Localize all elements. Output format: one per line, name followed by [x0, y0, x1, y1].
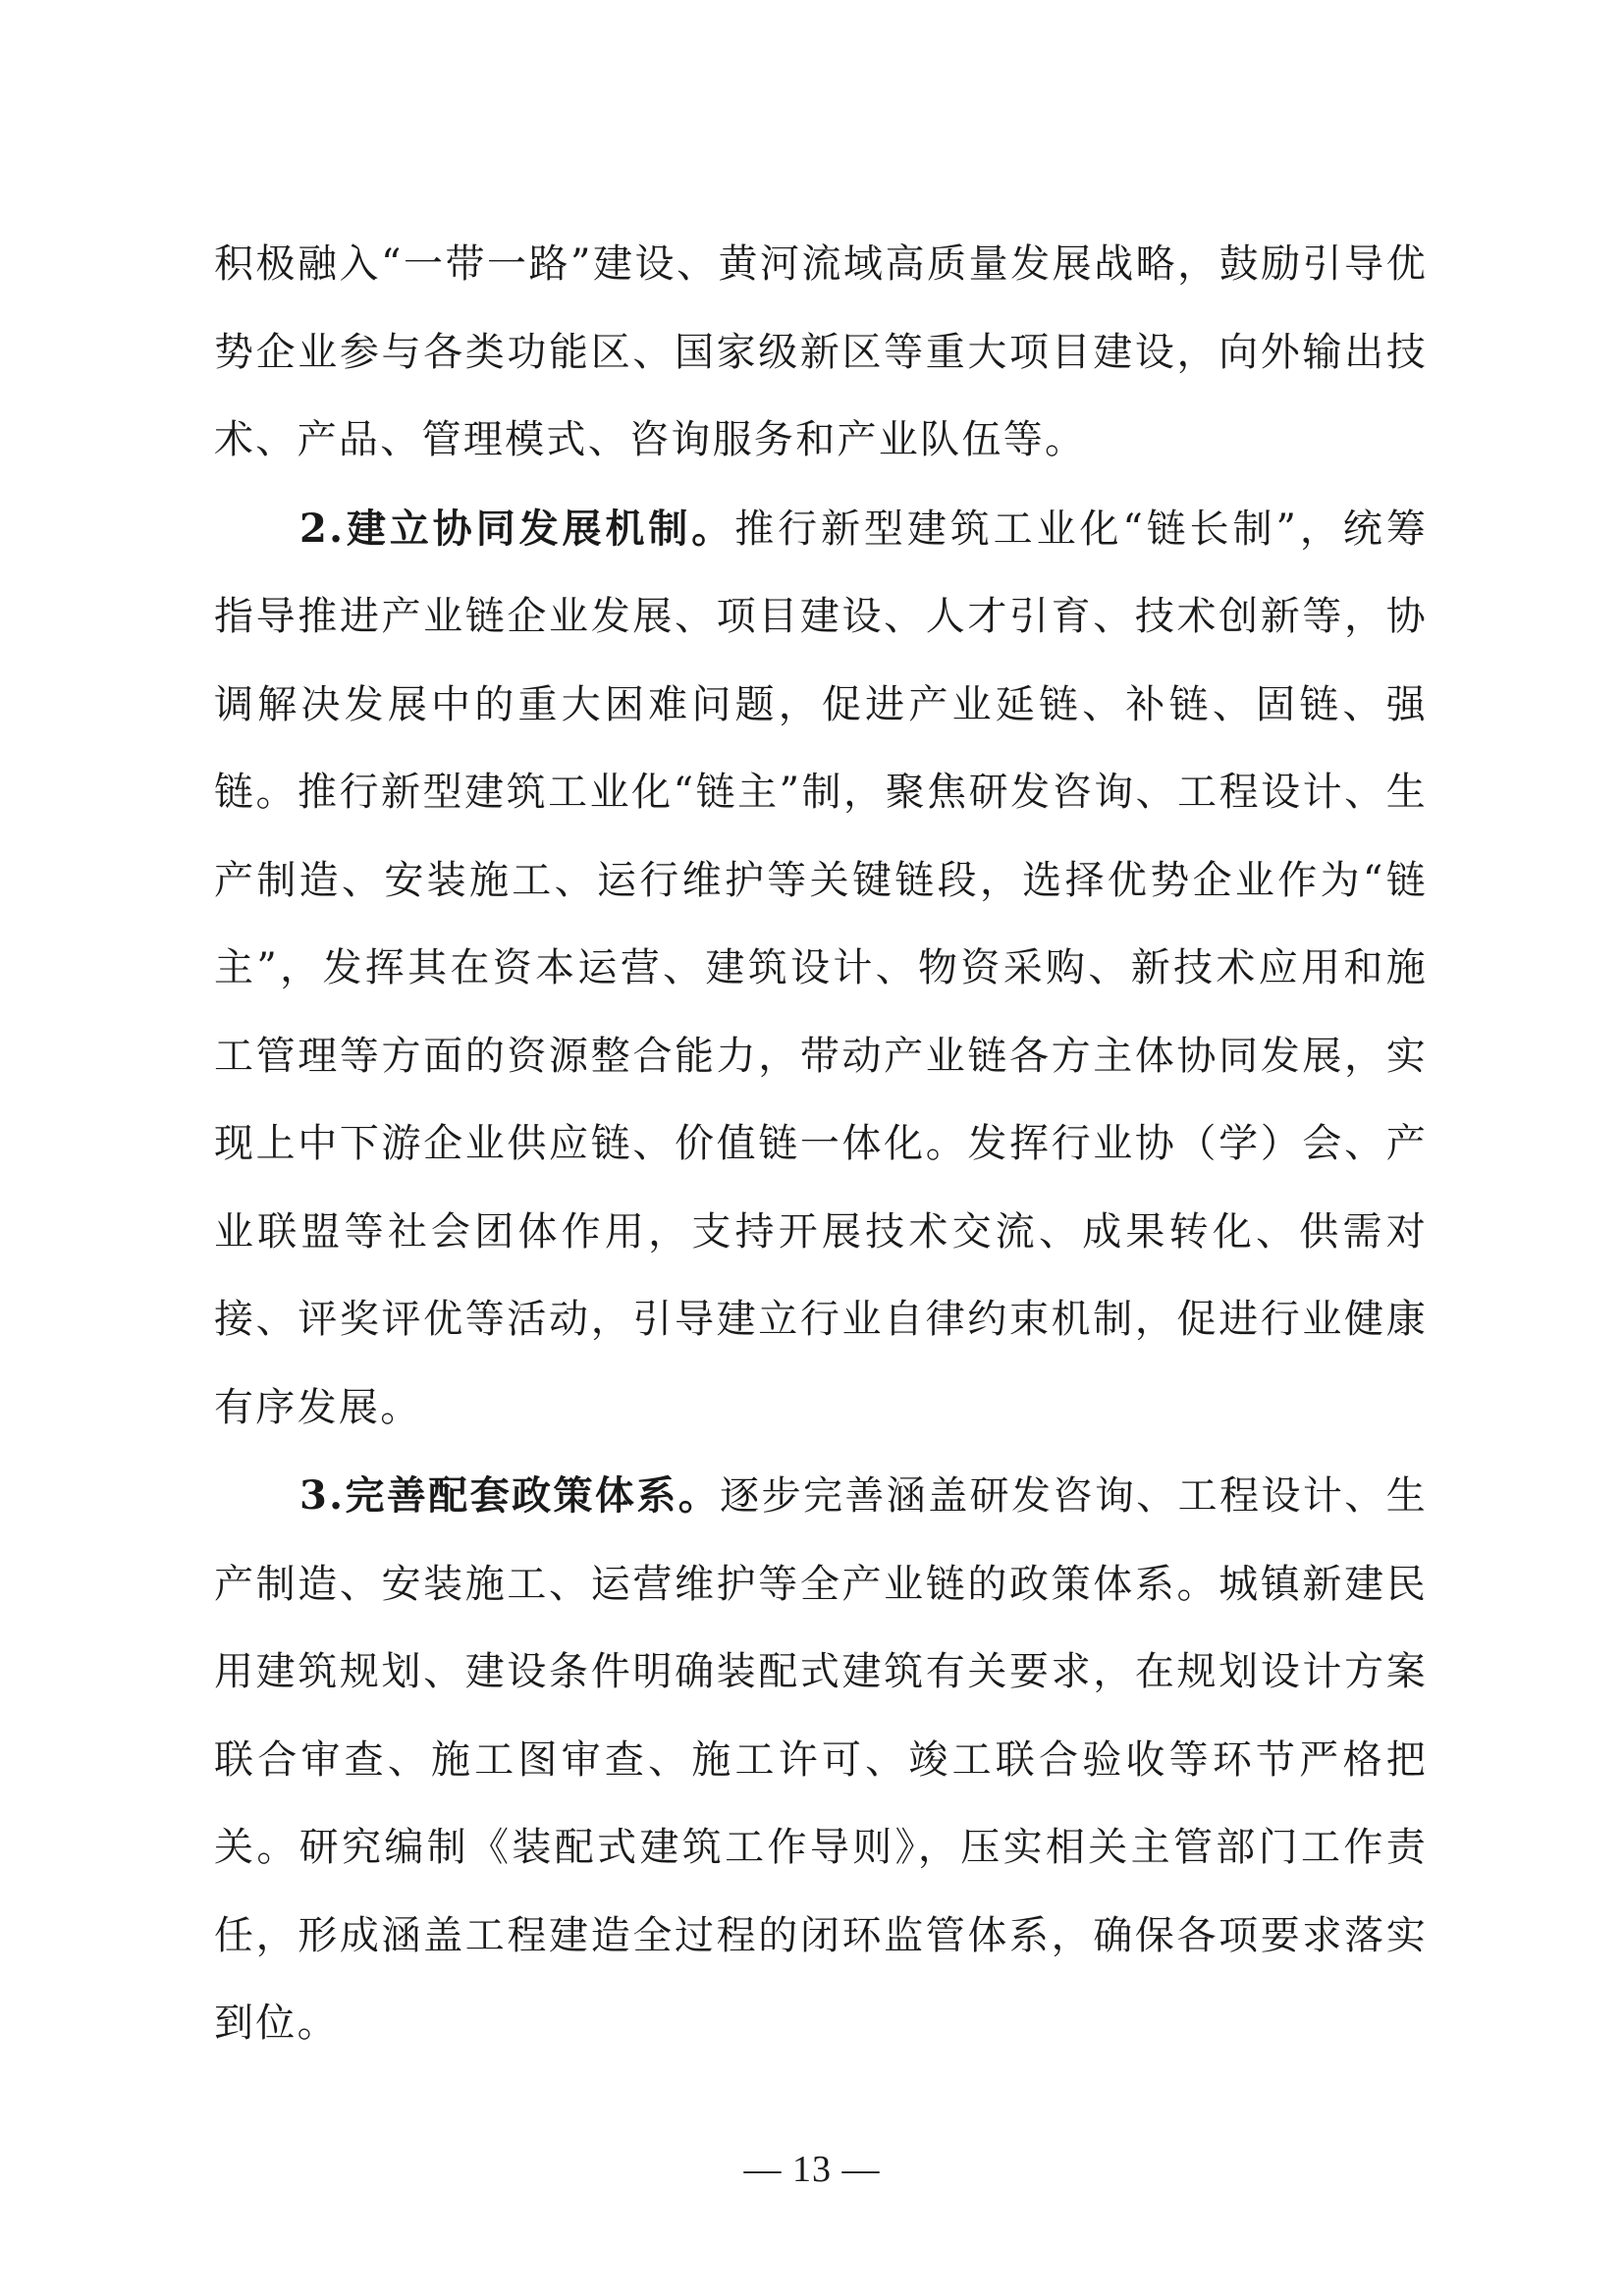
paragraph-text: 积极融入“一带一路”建设、黄河流域高质量发展战略，鼓励引导优势企业参与各类功能区、国家级新区等重大项目建设，向外输出技术、产品、管理模式、咨询服务和产业队伍等。: [214, 241, 1428, 462]
paragraph-collaborative-mechanism: [214, 485, 1428, 1453]
body-text: [214, 221, 1428, 2068]
section-heading: 3.完善配套政策体系。: [299, 1472, 721, 1519]
paragraph-continuation: [214, 221, 1428, 485]
paragraph-policy-system: [214, 1452, 1428, 2068]
section-heading: 2.建立协同发展机制。: [299, 505, 735, 552]
paragraph-text: 逐步完善涵盖研发咨询、工程设计、生产制造、安装施工、运营维护等全产业链的政策体系。城镇新建民用建筑规划、建设条件明确装配式建筑有关要求，在规划设计方案联合审查、施工图审查、施工许可、竣工联合验收等环节严格把关。研究编制《装配式建筑工作导则》，压实相关主管部门工作责任，形成涵盖工程建造全过程的闭环监管体系，确保各项要求落实到位。: [214, 1473, 1428, 2046]
page-number: — 13 —: [743, 2149, 881, 2190]
paragraph-text: 推行新型建筑工业化“链长制”，统筹指导推进产业链企业发展、项目建设、人才引育、技术创新等，协调解决发展中的重大困难问题，促进产业延链、补链、固链、强链。推行新型建筑工业化“链主”制，聚焦研发咨询、工程设计、生产制造、安装施工、运行维护等关键链段，选择优势企业作为“链主”，发挥其在资本运营、建筑设计、物资采购、新技术应用和施工管理等方面的资源整合能力，带动产业链各方主体协同发展，实现上中下游企业供应链、价值链一体化。发挥行业协（学）会、产业联盟等社会团体作用，支持开展技术交流、成果转化、供需对接、评奖评优等活动，引导建立行业自律约束机制，促进行业健康有序发展。: [214, 506, 1428, 1430]
